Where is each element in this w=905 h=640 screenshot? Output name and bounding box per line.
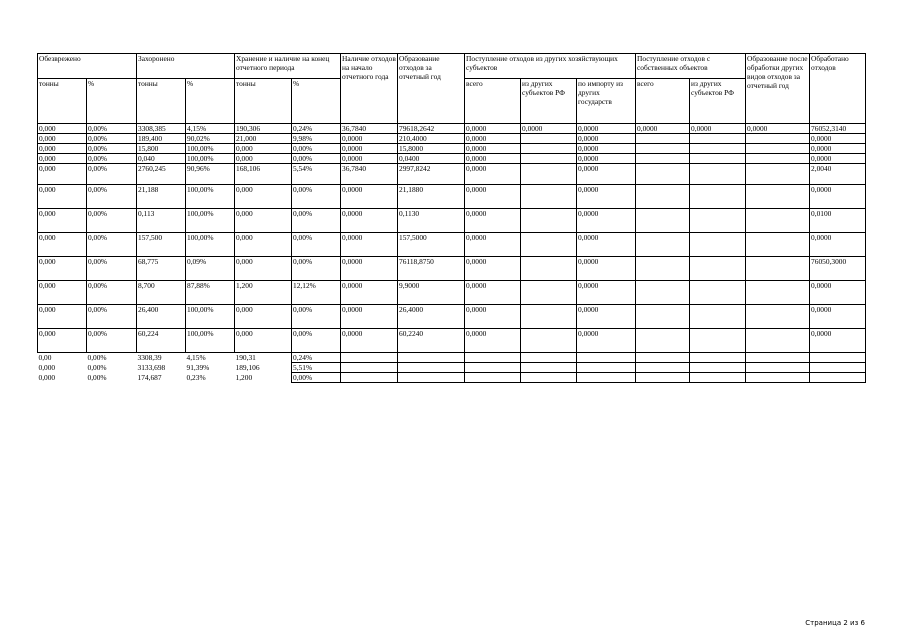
table-cell: 0,00% — [87, 164, 137, 185]
sub-po-importu: по импорту из других государств — [577, 79, 636, 124]
summary-cell: 0,23% — [186, 372, 206, 382]
table-cell: 0,00% — [87, 154, 137, 164]
table-cell — [521, 134, 577, 144]
table-cell — [690, 164, 746, 185]
table-cell — [636, 164, 690, 185]
sub-pct: % — [186, 79, 235, 124]
table-cell — [746, 233, 810, 257]
col-nalichie: Наличие отходов на начало отчетного года — [341, 54, 398, 124]
table-cell: 0,0000 — [577, 233, 636, 257]
table-cell: 0,00% — [87, 329, 137, 353]
table-cell: 0,000 — [38, 233, 87, 257]
table-cell: 4,15% — [186, 124, 235, 134]
table-cell: 0,24% — [292, 124, 341, 134]
col-obezvrezheno: Обезврежено — [38, 54, 137, 79]
table-cell — [746, 134, 810, 144]
table-cell: 0,0000 — [465, 134, 521, 144]
table-cell: 168,106 — [235, 164, 292, 185]
table-cell: 2,0040 — [810, 164, 866, 185]
table-cell: 0,0000 — [746, 124, 810, 134]
table-cell: 0,0100 — [810, 209, 866, 233]
table-cell — [636, 185, 690, 209]
empty-cell — [690, 363, 746, 373]
table-cell: 2760,245 — [137, 164, 186, 185]
table-cell — [690, 144, 746, 154]
table-cell: 90,02% — [186, 134, 235, 144]
table-cell: 0,00% — [87, 144, 137, 154]
table-cell: 100,00% — [186, 329, 235, 353]
table-cell: 0,000 — [38, 257, 87, 281]
table-cell: 0,0000 — [465, 281, 521, 305]
table-cell — [521, 209, 577, 233]
table-cell: 1,200 — [235, 281, 292, 305]
summary-cell: 0,24% — [292, 353, 341, 363]
table-cell: 8,700 — [137, 281, 186, 305]
table-cell — [746, 154, 810, 164]
table-cell — [690, 281, 746, 305]
table-row — [38, 185, 866, 209]
table-cell: 0,00% — [87, 134, 137, 144]
table-cell: 0,09% — [186, 257, 235, 281]
col-hranenie: Хранение и наличие на конец отчетного периода — [235, 54, 341, 79]
table-cell: 0,113 — [137, 209, 186, 233]
sub-pct: % — [87, 79, 137, 124]
summary-cell: 4,15% — [186, 353, 206, 362]
empty-cell — [810, 363, 866, 373]
table-cell — [636, 281, 690, 305]
table-cell: 0,0000 — [810, 144, 866, 154]
sub-vsego: всего — [465, 79, 521, 124]
table-cell: 0,0000 — [810, 281, 866, 305]
table-cell: 0,000 — [235, 154, 292, 164]
empty-cell — [521, 373, 577, 383]
table-cell: 0,0000 — [465, 329, 521, 353]
table-cell — [690, 233, 746, 257]
table-cell: 190,306 — [235, 124, 292, 134]
table-cell: 100,00% — [186, 209, 235, 233]
table-cell: 0,0000 — [521, 124, 577, 134]
table-cell: 0,0000 — [577, 329, 636, 353]
table-cell: 0,0000 — [810, 134, 866, 144]
col-zahoroneno: Захоронено — [137, 54, 235, 79]
summary-row — [38, 363, 866, 373]
table-cell: 0,000 — [38, 124, 87, 134]
table-row — [38, 124, 866, 134]
sub-tonny: тонны — [235, 79, 292, 124]
table-cell — [636, 209, 690, 233]
empty-cell — [521, 363, 577, 373]
table-cell: 9,9000 — [398, 281, 465, 305]
table-cell: 60,2240 — [398, 329, 465, 353]
table-cell: 0,00% — [87, 124, 137, 134]
table-cell: 0,00% — [87, 233, 137, 257]
empty-cell — [577, 373, 636, 383]
table-cell: 0,000 — [38, 209, 87, 233]
table-cell: 0,00% — [292, 329, 341, 353]
table-cell — [636, 233, 690, 257]
table-cell: 0,0000 — [690, 124, 746, 134]
table-row — [38, 233, 866, 257]
table-cell: 0,0000 — [465, 185, 521, 209]
table-cell — [521, 144, 577, 154]
table-cell: 0,00% — [292, 305, 341, 329]
summary-cell: 190,31 — [235, 353, 292, 363]
table-cell — [636, 134, 690, 144]
table-cell: 100,00% — [186, 144, 235, 154]
col-obrazovanie: Образование отходов за отчетный год — [398, 54, 465, 124]
table-cell: 0,0000 — [577, 144, 636, 154]
table-cell: 0,0000 — [465, 305, 521, 329]
table-cell: 0,0000 — [465, 144, 521, 154]
table-row — [38, 305, 866, 329]
table-cell — [636, 329, 690, 353]
summary-cell: 174,687 — [137, 372, 162, 382]
table-cell: 0,0000 — [577, 281, 636, 305]
empty-cell — [398, 373, 465, 383]
table-cell: 76050,3000 — [810, 257, 866, 281]
table-cell — [746, 164, 810, 185]
table-cell: 157,500 — [137, 233, 186, 257]
table-cell: 0,000 — [235, 144, 292, 154]
table-cell: 0,0000 — [341, 233, 398, 257]
empty-cell — [636, 373, 690, 383]
table-cell: 0,00% — [87, 305, 137, 329]
table-cell — [636, 257, 690, 281]
table-cell: 0,0000 — [577, 134, 636, 144]
table-cell: 0,00% — [87, 281, 137, 305]
table-row — [38, 144, 866, 154]
table-cell: 0,00% — [292, 144, 341, 154]
table-cell: 0,0000 — [341, 144, 398, 154]
table-cell — [746, 305, 810, 329]
table-cell — [690, 257, 746, 281]
table-cell: 0,0000 — [341, 154, 398, 164]
col-obrazovanie-posle: Образование после обработки других видов отходов за отчетный год — [746, 54, 810, 124]
header-row-top — [38, 54, 866, 79]
table-cell: 76118,8750 — [398, 257, 465, 281]
summary-cell: 0,000 — [38, 362, 56, 372]
table-row — [38, 329, 866, 353]
table-cell — [690, 134, 746, 144]
table-row — [38, 209, 866, 233]
summary-cell: 3308,39 — [137, 353, 162, 362]
table-cell: 26,4000 — [398, 305, 465, 329]
table-cell — [690, 329, 746, 353]
table-cell: 36,7840 — [341, 124, 398, 134]
table-cell: 0,0000 — [810, 305, 866, 329]
table-cell: 0,000 — [38, 164, 87, 185]
table-cell: 0,00% — [87, 257, 137, 281]
table-cell: 79618,2642 — [398, 124, 465, 134]
table-cell — [690, 154, 746, 164]
table-cell — [636, 154, 690, 164]
table-cell: 87,88% — [186, 281, 235, 305]
empty-cell — [636, 363, 690, 373]
table-cell: 0,0000 — [810, 329, 866, 353]
empty-cell — [521, 353, 577, 363]
sub-pct: % — [292, 79, 341, 124]
table-cell: 100,00% — [186, 185, 235, 209]
table-cell: 0,0000 — [810, 154, 866, 164]
summary-cell: 91,39% — [186, 362, 210, 372]
empty-cell — [746, 363, 810, 373]
table-cell — [690, 209, 746, 233]
table-cell: 0,0000 — [341, 257, 398, 281]
table-cell: 0,0000 — [810, 185, 866, 209]
table-cell: 0,000 — [38, 281, 87, 305]
sub-tonny: тонны — [137, 79, 186, 124]
empty-cell — [746, 353, 810, 363]
table-cell: 0,000 — [235, 185, 292, 209]
empty-cell — [341, 363, 398, 373]
table-cell: 100,00% — [186, 233, 235, 257]
table-cell: 157,5000 — [398, 233, 465, 257]
table-cell: 100,00% — [186, 305, 235, 329]
table-cell: 0,000 — [38, 144, 87, 154]
table-cell: 0,0000 — [341, 209, 398, 233]
table-cell — [746, 209, 810, 233]
table-cell: 0,0000 — [341, 305, 398, 329]
summary-cell: 1,200 — [235, 373, 292, 383]
table-cell — [521, 305, 577, 329]
table-cell: 9,98% — [292, 134, 341, 144]
table-cell — [746, 144, 810, 154]
empty-cell — [810, 353, 866, 363]
table-cell: 0,00% — [292, 185, 341, 209]
summary-cell: 0,00% — [87, 353, 107, 362]
table-cell: 0,0000 — [636, 124, 690, 134]
summary-cell: 0,000 — [38, 372, 56, 382]
table-cell: 0,0000 — [577, 305, 636, 329]
table-row — [38, 281, 866, 305]
table-cell — [746, 185, 810, 209]
table-cell: 0,0000 — [465, 164, 521, 185]
empty-cell — [465, 373, 521, 383]
table-cell: 210,4000 — [398, 134, 465, 144]
table-cell: 0,0000 — [465, 124, 521, 134]
table-cell: 0,0000 — [465, 154, 521, 164]
table-cell: 0,00% — [292, 209, 341, 233]
table-cell: 0,000 — [38, 185, 87, 209]
table-row — [38, 164, 866, 185]
table-cell: 0,0000 — [341, 329, 398, 353]
table-cell: 15,800 — [137, 144, 186, 154]
table-cell: 15,8000 — [398, 144, 465, 154]
table-cell — [690, 305, 746, 329]
table-cell: 0,000 — [235, 329, 292, 353]
table-cell — [746, 257, 810, 281]
table-cell: 0,0000 — [465, 257, 521, 281]
empty-cell — [341, 353, 398, 363]
table-cell: 68,775 — [137, 257, 186, 281]
summary-cell: 3133,698 — [137, 362, 166, 372]
table-cell: 0,0000 — [577, 185, 636, 209]
empty-cell — [746, 373, 810, 383]
summary-cell: 0,00% — [87, 362, 107, 372]
table-cell: 0,000 — [235, 257, 292, 281]
table-cell — [521, 185, 577, 209]
sub-tonny: тонны — [38, 79, 87, 124]
table-cell: 0,0000 — [577, 257, 636, 281]
table-cell: 0,000 — [235, 305, 292, 329]
sub-iz-drugih-rf: из других субъектов РФ — [690, 79, 746, 124]
empty-cell — [465, 353, 521, 363]
page-number: Страница 2 из 6 — [805, 619, 865, 627]
table-cell — [636, 305, 690, 329]
summary-cell: 0,00% — [87, 372, 107, 382]
table-cell: 5,54% — [292, 164, 341, 185]
col-obrabotano: Обработано отходов — [810, 54, 866, 124]
empty-cell — [810, 373, 866, 383]
table-cell — [636, 144, 690, 154]
empty-cell — [636, 353, 690, 363]
col-postuplenie-sobstv: Поступление отходов с собственных объектов — [636, 54, 746, 79]
sub-vsego: всего — [636, 79, 690, 124]
table-cell: 76052,3140 — [810, 124, 866, 134]
empty-cell — [465, 363, 521, 373]
table-cell: 26,400 — [137, 305, 186, 329]
table-cell: 3308,385 — [137, 124, 186, 134]
sub-iz-drugih-rf: из других субъектов РФ — [521, 79, 577, 124]
table-cell: 0,0000 — [577, 154, 636, 164]
table-cell: 0,000 — [38, 329, 87, 353]
table-cell — [521, 257, 577, 281]
table-cell: 0,00% — [87, 209, 137, 233]
table-cell: 21,188 — [137, 185, 186, 209]
table-cell: 0,0400 — [398, 154, 465, 164]
table-cell: 60,224 — [137, 329, 186, 353]
table-cell: 36,7840 — [341, 164, 398, 185]
table-cell: 0,040 — [137, 154, 186, 164]
table-cell: 0,00% — [292, 154, 341, 164]
empty-cell — [341, 373, 398, 383]
table-cell — [746, 329, 810, 353]
table-cell: 2997,8242 — [398, 164, 465, 185]
table-cell: 0,000 — [235, 209, 292, 233]
table-cell: 0,0000 — [810, 233, 866, 257]
table-cell: 0,0000 — [465, 209, 521, 233]
table-row — [38, 154, 866, 164]
empty-cell — [577, 353, 636, 363]
table-cell — [521, 329, 577, 353]
table-cell: 0,000 — [38, 154, 87, 164]
table-cell: 0,00% — [292, 257, 341, 281]
empty-cell — [398, 363, 465, 373]
summary-cell: 189,106 — [235, 363, 292, 373]
table-cell: 0,0000 — [577, 124, 636, 134]
summary-cell: 0,00 — [38, 353, 52, 362]
empty-cell — [577, 363, 636, 373]
table-cell: 0,1130 — [398, 209, 465, 233]
summary-cell: 0,00% — [292, 373, 341, 383]
table-cell — [521, 154, 577, 164]
table-cell: 0,0000 — [577, 164, 636, 185]
waste-report-table — [37, 53, 866, 383]
table-cell: 21,1880 — [398, 185, 465, 209]
summary-row — [38, 373, 866, 383]
table-cell: 0,000 — [38, 134, 87, 144]
table-cell — [746, 281, 810, 305]
table-cell: 0,00% — [87, 185, 137, 209]
table-cell: 100,00% — [186, 154, 235, 164]
table-cell: 0,00% — [292, 233, 341, 257]
table-cell: 0,0000 — [465, 233, 521, 257]
table-cell: 0,000 — [235, 233, 292, 257]
table-row — [38, 134, 866, 144]
col-postuplenie-drugih: Поступление отходов из других хозяйствующих субъектов — [465, 54, 636, 79]
empty-cell — [690, 373, 746, 383]
table-cell: 21,000 — [235, 134, 292, 144]
table-cell — [521, 233, 577, 257]
table-cell: 0,0000 — [577, 209, 636, 233]
table-row — [38, 257, 866, 281]
table-cell — [690, 185, 746, 209]
table-cell: 0,0000 — [341, 185, 398, 209]
table-cell — [521, 164, 577, 185]
table-cell: 12,12% — [292, 281, 341, 305]
table-cell: 90,96% — [186, 164, 235, 185]
summary-cell: 5,51% — [292, 363, 341, 373]
table-cell: 189,400 — [137, 134, 186, 144]
empty-cell — [398, 353, 465, 363]
table-cell: 0,000 — [38, 305, 87, 329]
table-cell — [521, 281, 577, 305]
table-cell: 0,0000 — [341, 134, 398, 144]
empty-cell — [690, 353, 746, 363]
summary-row — [38, 353, 866, 363]
table-cell: 0,0000 — [341, 281, 398, 305]
